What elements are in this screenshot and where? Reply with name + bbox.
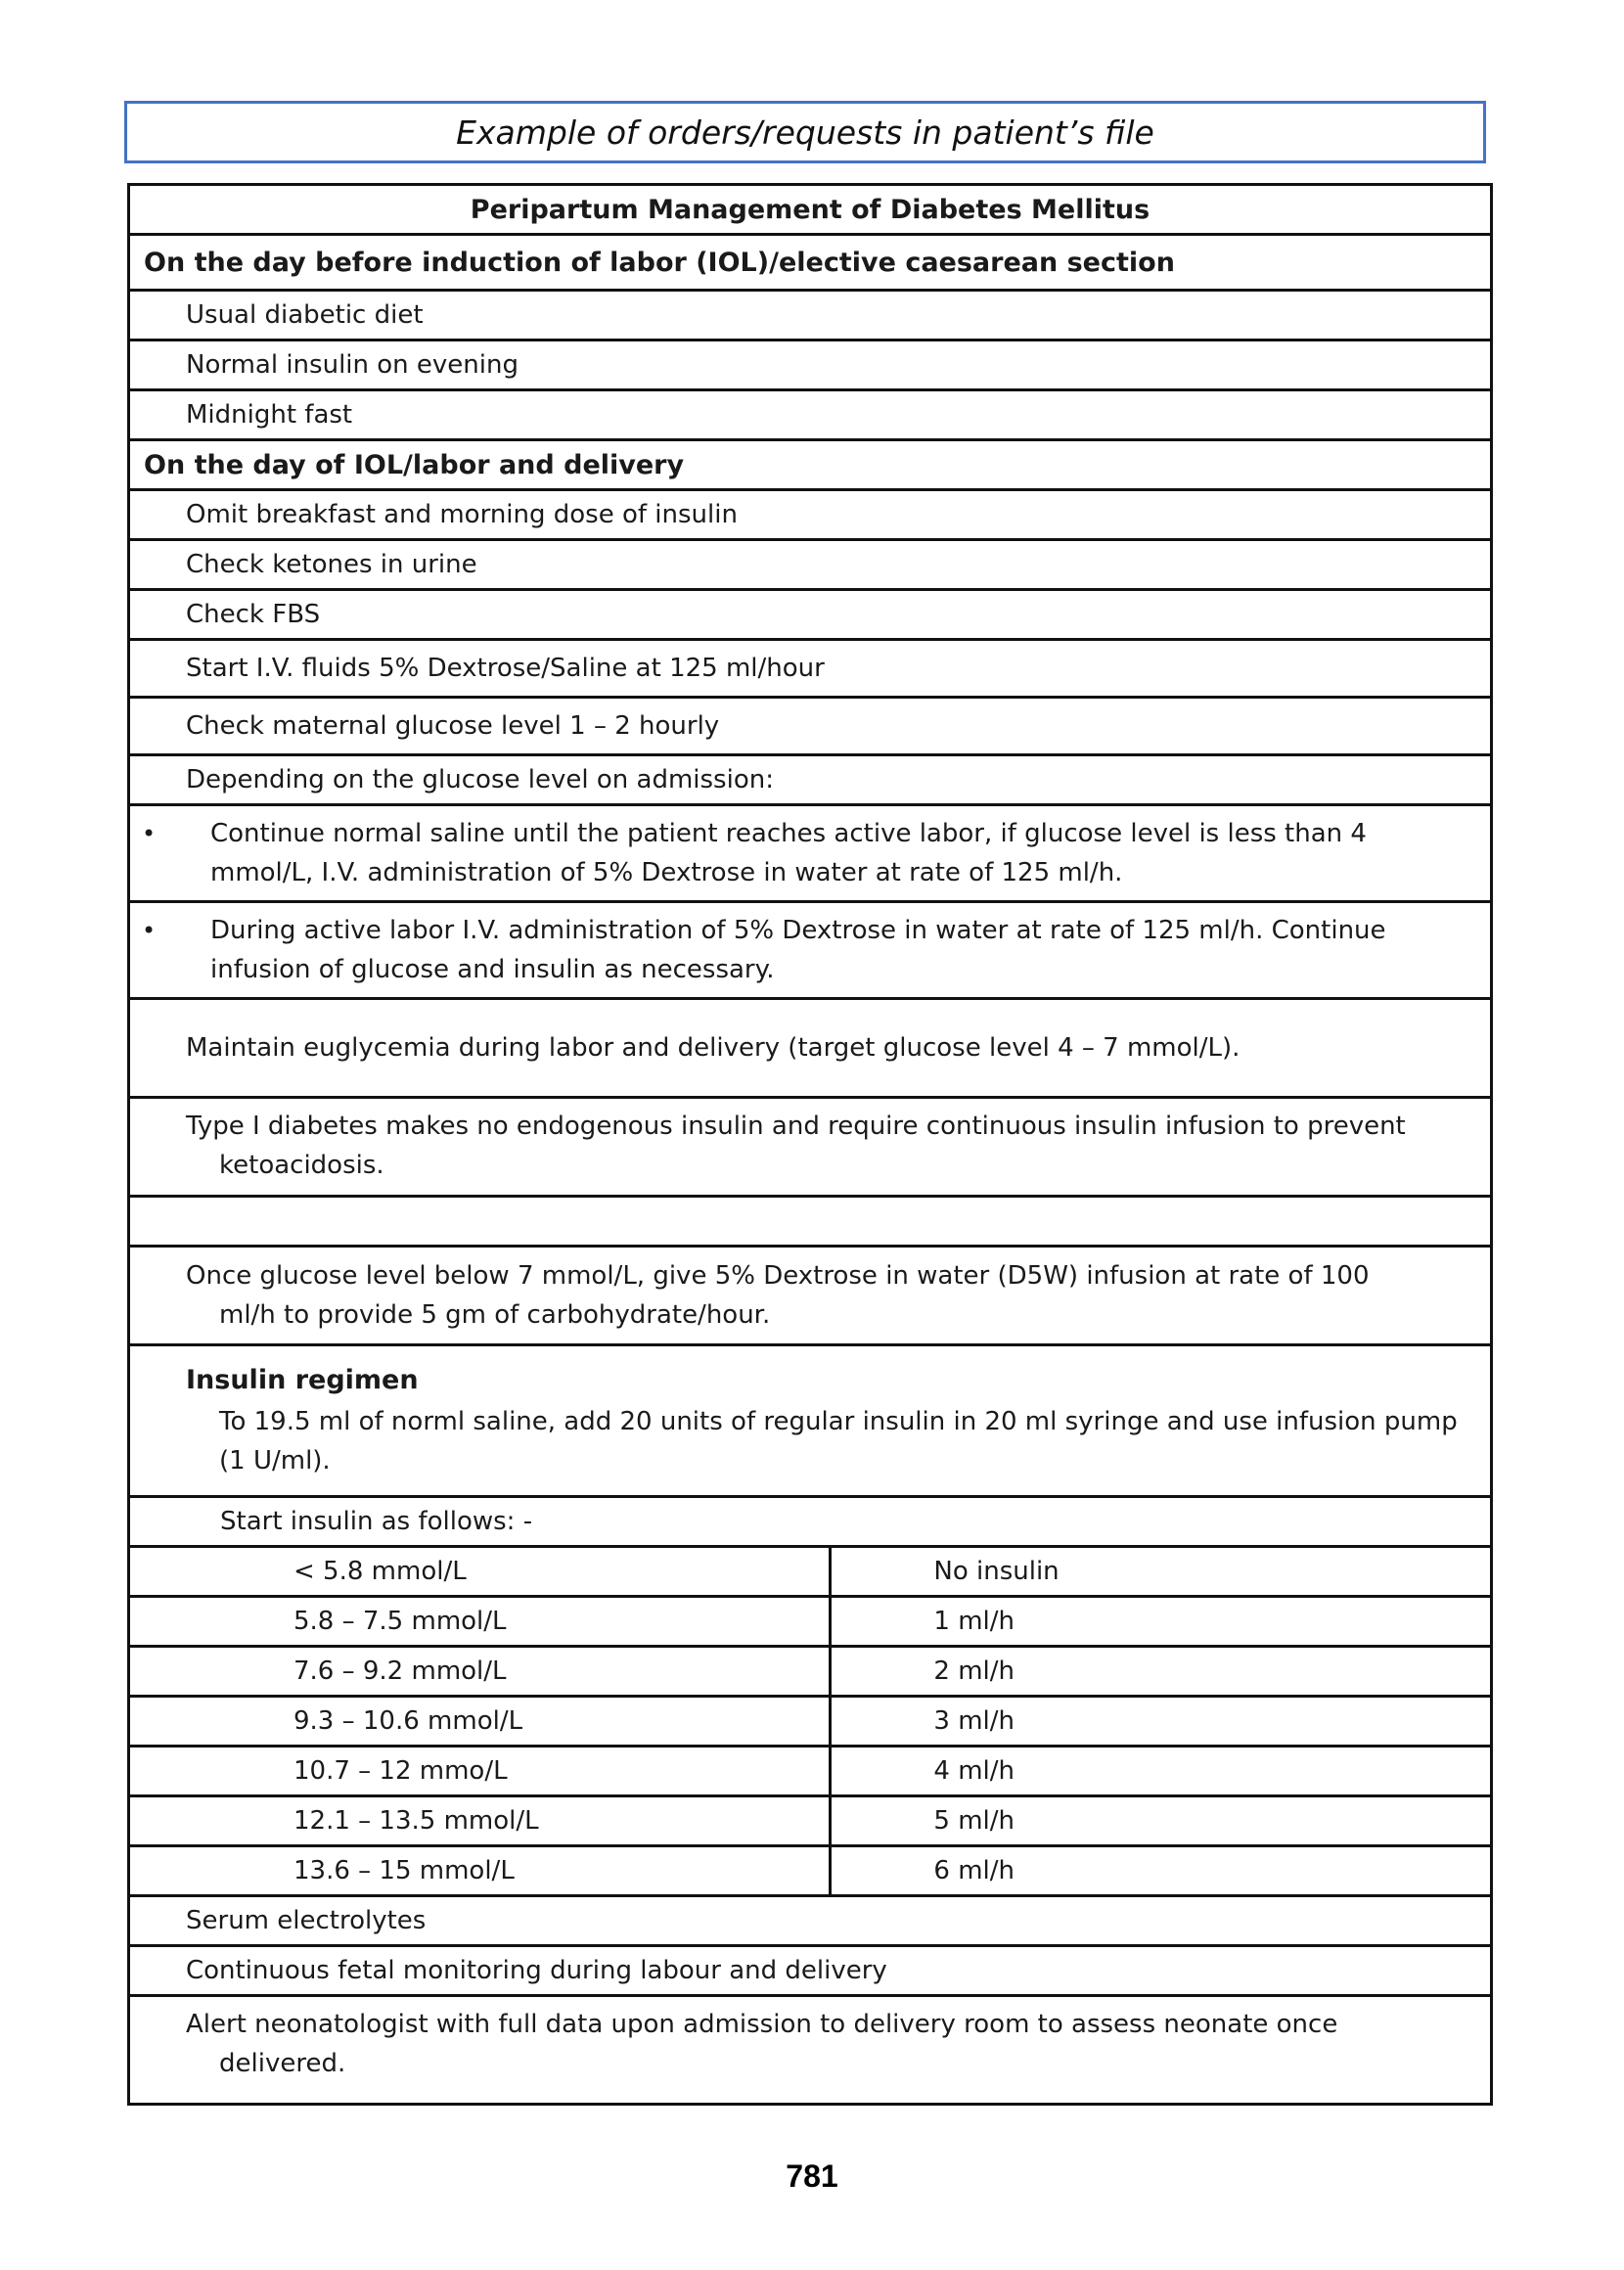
insulin-regimen-title: Insulin regimen (186, 1365, 419, 1395)
alert-line2: delivered. (219, 2049, 346, 2078)
insulin-regimen-row (129, 1345, 1492, 1497)
start-insulin-label: Start insulin as follows: - (129, 1497, 1492, 1547)
d5w-line1: Once glucose level below 7 mmol/L, give 5% Dextrose in water (D5W) infusion at rate of 100 (186, 1261, 1370, 1291)
list-item (129, 340, 1492, 390)
list-item (129, 1497, 1492, 1547)
section-heading-row (129, 235, 1492, 291)
list-item (129, 590, 1492, 640)
table-row (129, 1647, 1492, 1697)
orders-table (127, 183, 1493, 2106)
bullet-icon: • (142, 820, 157, 847)
type1-item (129, 1098, 1492, 1197)
section-heading-day-of: On the day of IOL/labor and delivery (129, 440, 1492, 490)
insulin-rate-cell: 4 ml/h (831, 1747, 1492, 1796)
bullet-item (129, 805, 1492, 902)
table-row (129, 1796, 1492, 1846)
table-row (129, 1747, 1492, 1796)
bullet-cell (129, 805, 1492, 902)
insulin-regimen-cell (129, 1345, 1492, 1497)
insulin-rate-cell: 2 ml/h (831, 1647, 1492, 1697)
serum-electrolytes-item: Serum electrolytes (129, 1896, 1492, 1946)
order-item: Depending on the glucose level on admission: (129, 755, 1492, 805)
page-number: 781 (786, 2158, 838, 2194)
glucose-range-cell: 5.8 – 7.5 mmol/L (129, 1597, 831, 1647)
bullet-text: During active labor I.V. administration of 5% Dextrose in water at rate of 125 ml/h. Continue infusion of glucose and insulin as necessary. (210, 916, 1386, 984)
list-item (129, 1996, 1492, 2105)
table-title-row (129, 185, 1492, 235)
type1-line2: ketoacidosis. (219, 1151, 384, 1180)
list-item (129, 1247, 1492, 1345)
bullet-item (129, 902, 1492, 999)
insulin-rate-cell: 5 ml/h (831, 1796, 1492, 1846)
order-item: Usual diabetic diet (129, 291, 1492, 340)
bullet-icon: • (142, 917, 157, 944)
order-item: Normal insulin on evening (129, 340, 1492, 390)
table-row (129, 1547, 1492, 1597)
list-item (129, 1946, 1492, 1996)
list-item (129, 1896, 1492, 1946)
table-title: Peripartum Management of Diabetes Mellitus (129, 185, 1492, 235)
list-item (129, 640, 1492, 698)
order-item: Start I.V. fluids 5% Dextrose/Saline at 125 ml/hour (129, 640, 1492, 698)
alert-line1: Alert neonatologist with full data upon admission to delivery room to assess neonate once (186, 2010, 1338, 2039)
glucose-range-cell: 10.7 – 12 mmo/L (129, 1747, 831, 1796)
glucose-range-cell: 9.3 – 10.6 mmol/L (129, 1697, 831, 1747)
table-row (129, 1697, 1492, 1747)
list-item (129, 999, 1492, 1098)
order-item: Midnight fast (129, 390, 1492, 440)
bullet-text: Continue normal saline until the patient reaches active labor, if glucose level is less than 4 mmol/L, I.V. administration of 5% Dextrose in water at rate of 125 ml/h. (210, 819, 1367, 887)
list-item (129, 1098, 1492, 1197)
order-item: Check ketones in urine (129, 540, 1492, 590)
list-item (129, 291, 1492, 340)
list-item (129, 755, 1492, 805)
empty-row (129, 1197, 1492, 1247)
page-header-title: Example of orders/requests in patient’s file (124, 101, 1486, 163)
bullet-cell (129, 902, 1492, 999)
table-row (129, 1846, 1492, 1896)
order-item: Check maternal glucose level 1 – 2 hourly (129, 698, 1492, 755)
d5w-line2: ml/h to provide 5 gm of carbohydrate/hour. (219, 1300, 771, 1330)
list-item (129, 698, 1492, 755)
glucose-range-cell: 7.6 – 9.2 mmol/L (129, 1647, 831, 1697)
insulin-rate-cell: 1 ml/h (831, 1597, 1492, 1647)
insulin-rate-cell: No insulin (831, 1547, 1492, 1597)
glucose-range-cell: < 5.8 mmol/L (129, 1547, 831, 1597)
list-item (129, 390, 1492, 440)
insulin-regimen-text: To 19.5 ml of norml saline, add 20 units of regular insulin in 20 ml syringe and use infusion pump (1 U/ml). (219, 1407, 1458, 1476)
empty-cell (129, 1197, 1492, 1247)
glucose-range-cell: 12.1 – 13.5 mmol/L (129, 1796, 831, 1846)
section-heading-day-before: On the day before induction of labor (IOL)/elective caesarean section (129, 235, 1492, 291)
table-row (129, 1597, 1492, 1647)
insulin-rate-cell: 6 ml/h (831, 1846, 1492, 1896)
type1-line1: Type I diabetes makes no endogenous insulin and require continuous insulin infusion to prevent (186, 1112, 1406, 1141)
section-heading-row (129, 440, 1492, 490)
fetal-monitoring-item: Continuous fetal monitoring during labour and delivery (129, 1946, 1492, 1996)
order-item: Omit breakfast and morning dose of insulin (129, 490, 1492, 540)
alert-neonatologist-item (129, 1996, 1492, 2105)
insulin-rate-cell: 3 ml/h (831, 1697, 1492, 1747)
euglycemia-item: Maintain euglycemia during labor and delivery (target glucose level 4 – 7 mmol/L). (129, 999, 1492, 1098)
order-item: Check FBS (129, 590, 1492, 640)
list-item (129, 490, 1492, 540)
glucose-range-cell: 13.6 – 15 mmol/L (129, 1846, 831, 1896)
list-item (129, 540, 1492, 590)
d5w-item (129, 1247, 1492, 1345)
